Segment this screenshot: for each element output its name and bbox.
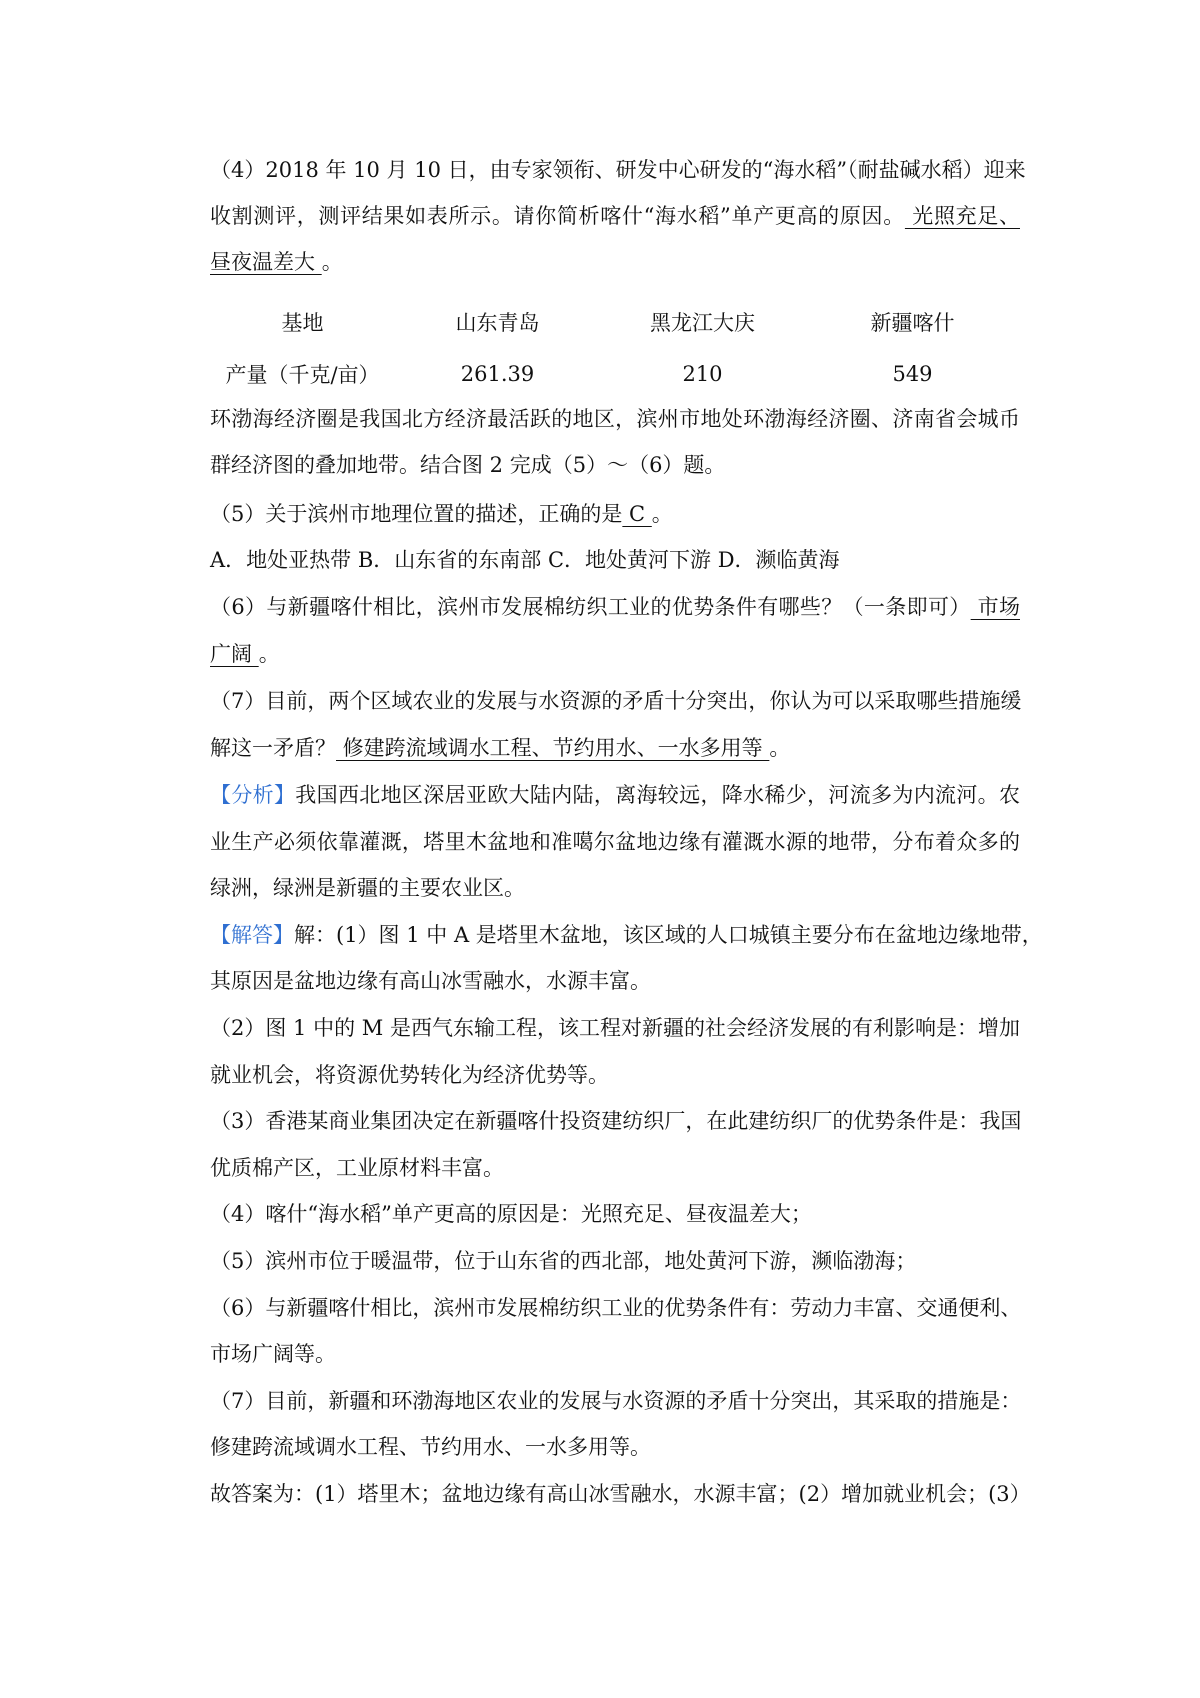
table-header-cell: 黑龙江大庆 [650, 311, 755, 335]
solution-line-1 [210, 920, 1043, 950]
analysis-line-3: 绿洲，绿洲是新疆的主要农业区。 [210, 876, 525, 900]
table-header-cell: 基地 [281, 311, 324, 335]
q5-answer: C [622, 502, 652, 526]
yield-table-data-row [210, 348, 1020, 400]
q4-question-text: 收割测评，测评结果如表所示。请你简析喀什“海水稻”单产更高的原因。 [210, 204, 905, 228]
analysis-text: 我国西北地区深居亚欧大陆内陆，离海较远，降水稀少，河流多为内流河。农 [295, 783, 1020, 807]
q4-answer-part-2: 昼夜温差大 [210, 250, 322, 274]
answer-2-line-2: 就业机会，将资源优势转化为经济优势等。 [210, 1063, 609, 1087]
solution-tag: 【解答】 [210, 923, 294, 947]
answer-7-line-2: 修建跨流域调水工程、节约用水、一水多用等。 [210, 1435, 651, 1459]
answer-7-line-1: （7）目前，新疆和环渤海地区农业的发展与水资源的矛盾十分突出，其采取的措施是： [210, 1389, 1022, 1413]
q7-line-1: （7）目前，两个区域农业的发展与水资源的矛盾十分突出，你认为可以采取哪些措施缓 [210, 689, 1022, 713]
answer-4: （4）喀什“海水稻”单产更高的原因是：光照充足、昼夜温差大； [210, 1202, 812, 1226]
q6-line-end: 。 [258, 642, 280, 666]
answer-3-line-2: 优质棉产区，工业原材料丰富。 [210, 1156, 504, 1180]
table-cell: 549 [892, 362, 933, 386]
q4-answer-part-1: 光照充足、 [904, 204, 1020, 228]
solution-line-2: 其原因是盆地边缘有高山冰雪融水，水源丰富。 [210, 969, 651, 993]
q6-answer-part-2: 广阔 [210, 642, 259, 666]
q4-line-end: 。 [321, 250, 343, 274]
table-header-cell: 新疆喀什 [870, 311, 955, 335]
q4-line-2 [210, 201, 1020, 231]
solution-text: 解：(1）图 1 中 A 是塔里木盆地，该区域的人口城镇主要分布在盆地边缘地带， [294, 923, 1043, 947]
q7-line-2 [210, 733, 1020, 763]
q4-line-1: （4）2018 年 10 月 10 日，由专家领衔、研发中心研发的“海水稻”（耐盐碱水稻）迎来 [210, 158, 1026, 182]
q7-line-end: 。 [769, 736, 791, 760]
q5-stem [210, 499, 1020, 529]
table-cell: 210 [682, 362, 723, 386]
answer-3-line-1: （3）香港某商业集团决定在新疆喀什投资建纺织厂，在此建纺织厂的优势条件是：我国 [210, 1109, 1022, 1133]
table-header-cell: 山东青岛 [455, 311, 540, 335]
q5-question-text: （5）关于滨州市地理位置的描述，正确的是 [210, 502, 623, 526]
yield-table-header-row [210, 296, 1020, 348]
answer-2-line-1: （2）图 1 中的 M 是西气东输工程，该工程对新疆的社会经济发展的有利影响是：增加 [210, 1016, 1020, 1040]
answer-6-line-1: （6）与新疆喀什相比，滨州市发展棉纺织工业的优势条件有：劳动力丰富、交通便利、 [210, 1296, 1022, 1320]
answer-6-line-2: 市场广阔等。 [210, 1342, 336, 1366]
q6-answer-part-1: 市场 [970, 595, 1020, 619]
yield-table [210, 296, 1020, 400]
q7-answer: 修建跨流域调水工程、节约用水、一水多用等 [336, 736, 770, 760]
q4-line-3 [210, 247, 1020, 277]
answer-5: （5）滨州市位于暖温带，位于山东省的西北部，地处黄河下游，濒临渤海； [210, 1249, 917, 1273]
table-cell: 产量（千克/亩） [225, 363, 380, 387]
q6-line-2 [210, 639, 1020, 669]
q5-line-end: 。 [651, 502, 673, 526]
analysis-tag: 【分析】 [210, 783, 296, 807]
intro-line-2: 群经济图的叠加地带。结合图 2 完成（5）～（6）题。 [210, 453, 726, 477]
q6-question-text: （6）与新疆喀什相比，滨州市发展棉纺织工业的优势条件有哪些？（一条即可） [210, 595, 971, 619]
intro-line-1: 环渤海经济圈是我国北方经济最活跃的地区，滨州市地处环渤海经济圈、济南省会城币 [210, 407, 1020, 431]
q7-question-text: 解这一矛盾？ [210, 736, 336, 760]
q5-options: A．地处亚热带 B．山东省的东南部 C．地处黄河下游 D．濒临黄海 [210, 548, 840, 572]
analysis-line-1 [210, 780, 1020, 810]
q6-line-1 [210, 592, 1020, 622]
table-cell: 261.39 [460, 362, 535, 386]
analysis-line-2: 业生产必须依靠灌溉，塔里木盆地和准噶尔盆地边缘有灌溉水源的地带，分布着众多的 [210, 830, 1020, 854]
final-answer-line: 故答案为：(1）塔里木；盆地边缘有高山冰雪融水，水源丰富；(2）增加就业机会；(3） [210, 1482, 1031, 1506]
